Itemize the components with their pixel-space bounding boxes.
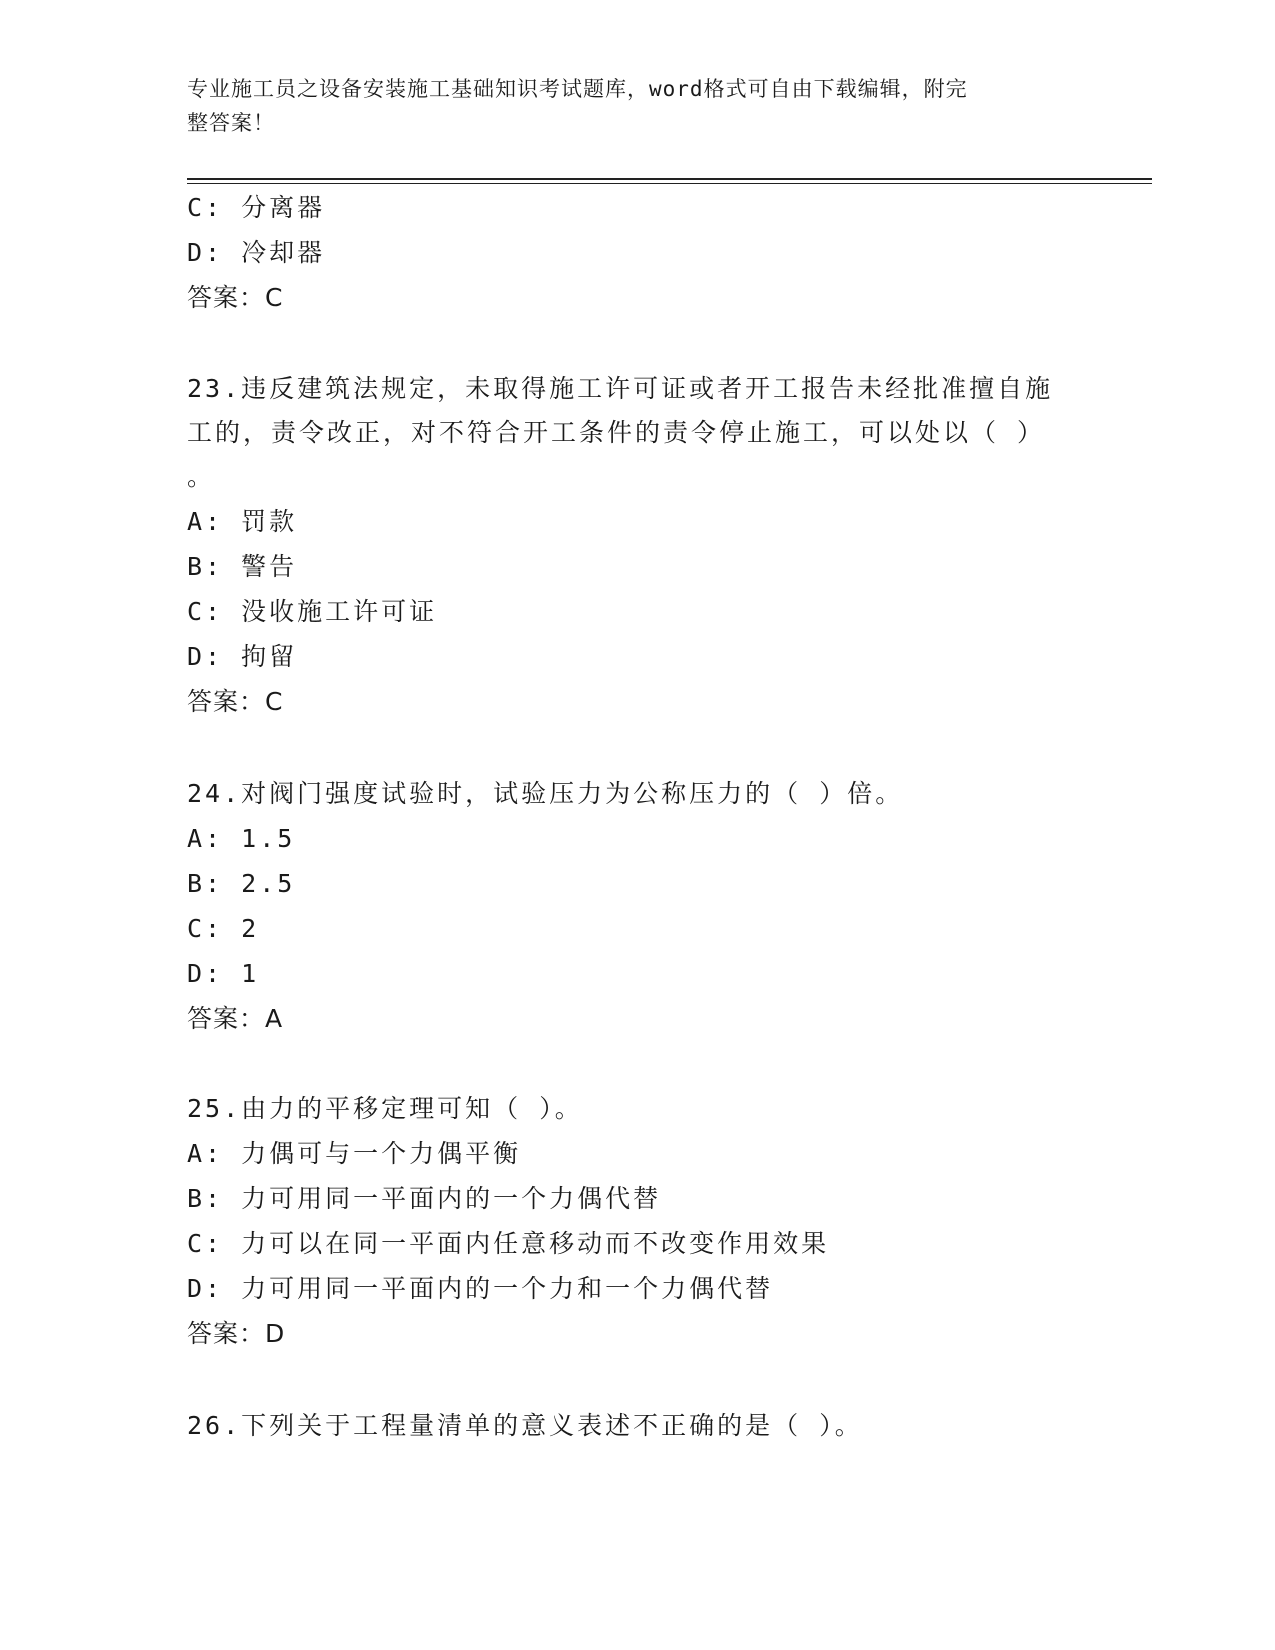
option-b: B: 2.5 [187,869,296,898]
question-stem: 26.下列关于工程量清单的意义表述不正确的是（ ）。 [187,1411,863,1440]
question-stem: 。 [187,462,216,491]
option-a: A: 力偶可与一个力偶平衡 [187,1139,522,1168]
option-d: D: 冷却器 [187,238,326,267]
header-line-2: 整答案！ [187,111,275,135]
answer-line: 答案：C [187,283,284,312]
option-d: D: 1 [187,959,260,988]
header-divider-thick [187,178,1152,180]
answer-line: 答案：A [187,1004,284,1033]
question-stem: 24.对阀门强度试验时，试验压力为公称压力的（ ）倍。 [187,779,904,808]
question-stem: 23.违反建筑法规定，未取得施工许可证或者开工报告未经批准擅自施 [187,374,1054,403]
document-header [187,72,1067,140]
option-a: A: 1.5 [187,824,296,853]
question-stem: 工的，责令改正，对不符合开工条件的责令停止施工，可以处以（ ） [187,418,1046,447]
option-b: B: 警告 [187,552,298,581]
option-c: C: 分离器 [187,193,326,222]
option-a: A: 罚款 [187,507,298,536]
answer-line: 答案：C [187,687,284,716]
option-c: C: 2 [187,914,260,943]
option-d: D: 力可用同一平面内的一个力和一个力偶代替 [187,1274,774,1303]
answer-line: 答案：D [187,1319,286,1348]
question-stem: 25.由力的平移定理可知（ ）。 [187,1094,583,1123]
option-b: B: 力可用同一平面内的一个力偶代替 [187,1184,662,1213]
option-c: C: 力可以在同一平面内任意移动而不改变作用效果 [187,1229,830,1258]
option-d: D: 拘留 [187,642,298,671]
header-line-1: 专业施工员之设备安装施工基础知识考试题库，word格式可自由下载编辑，附完 [187,77,968,101]
option-c: C: 没收施工许可证 [187,597,438,626]
header-divider-thin [187,183,1152,184]
